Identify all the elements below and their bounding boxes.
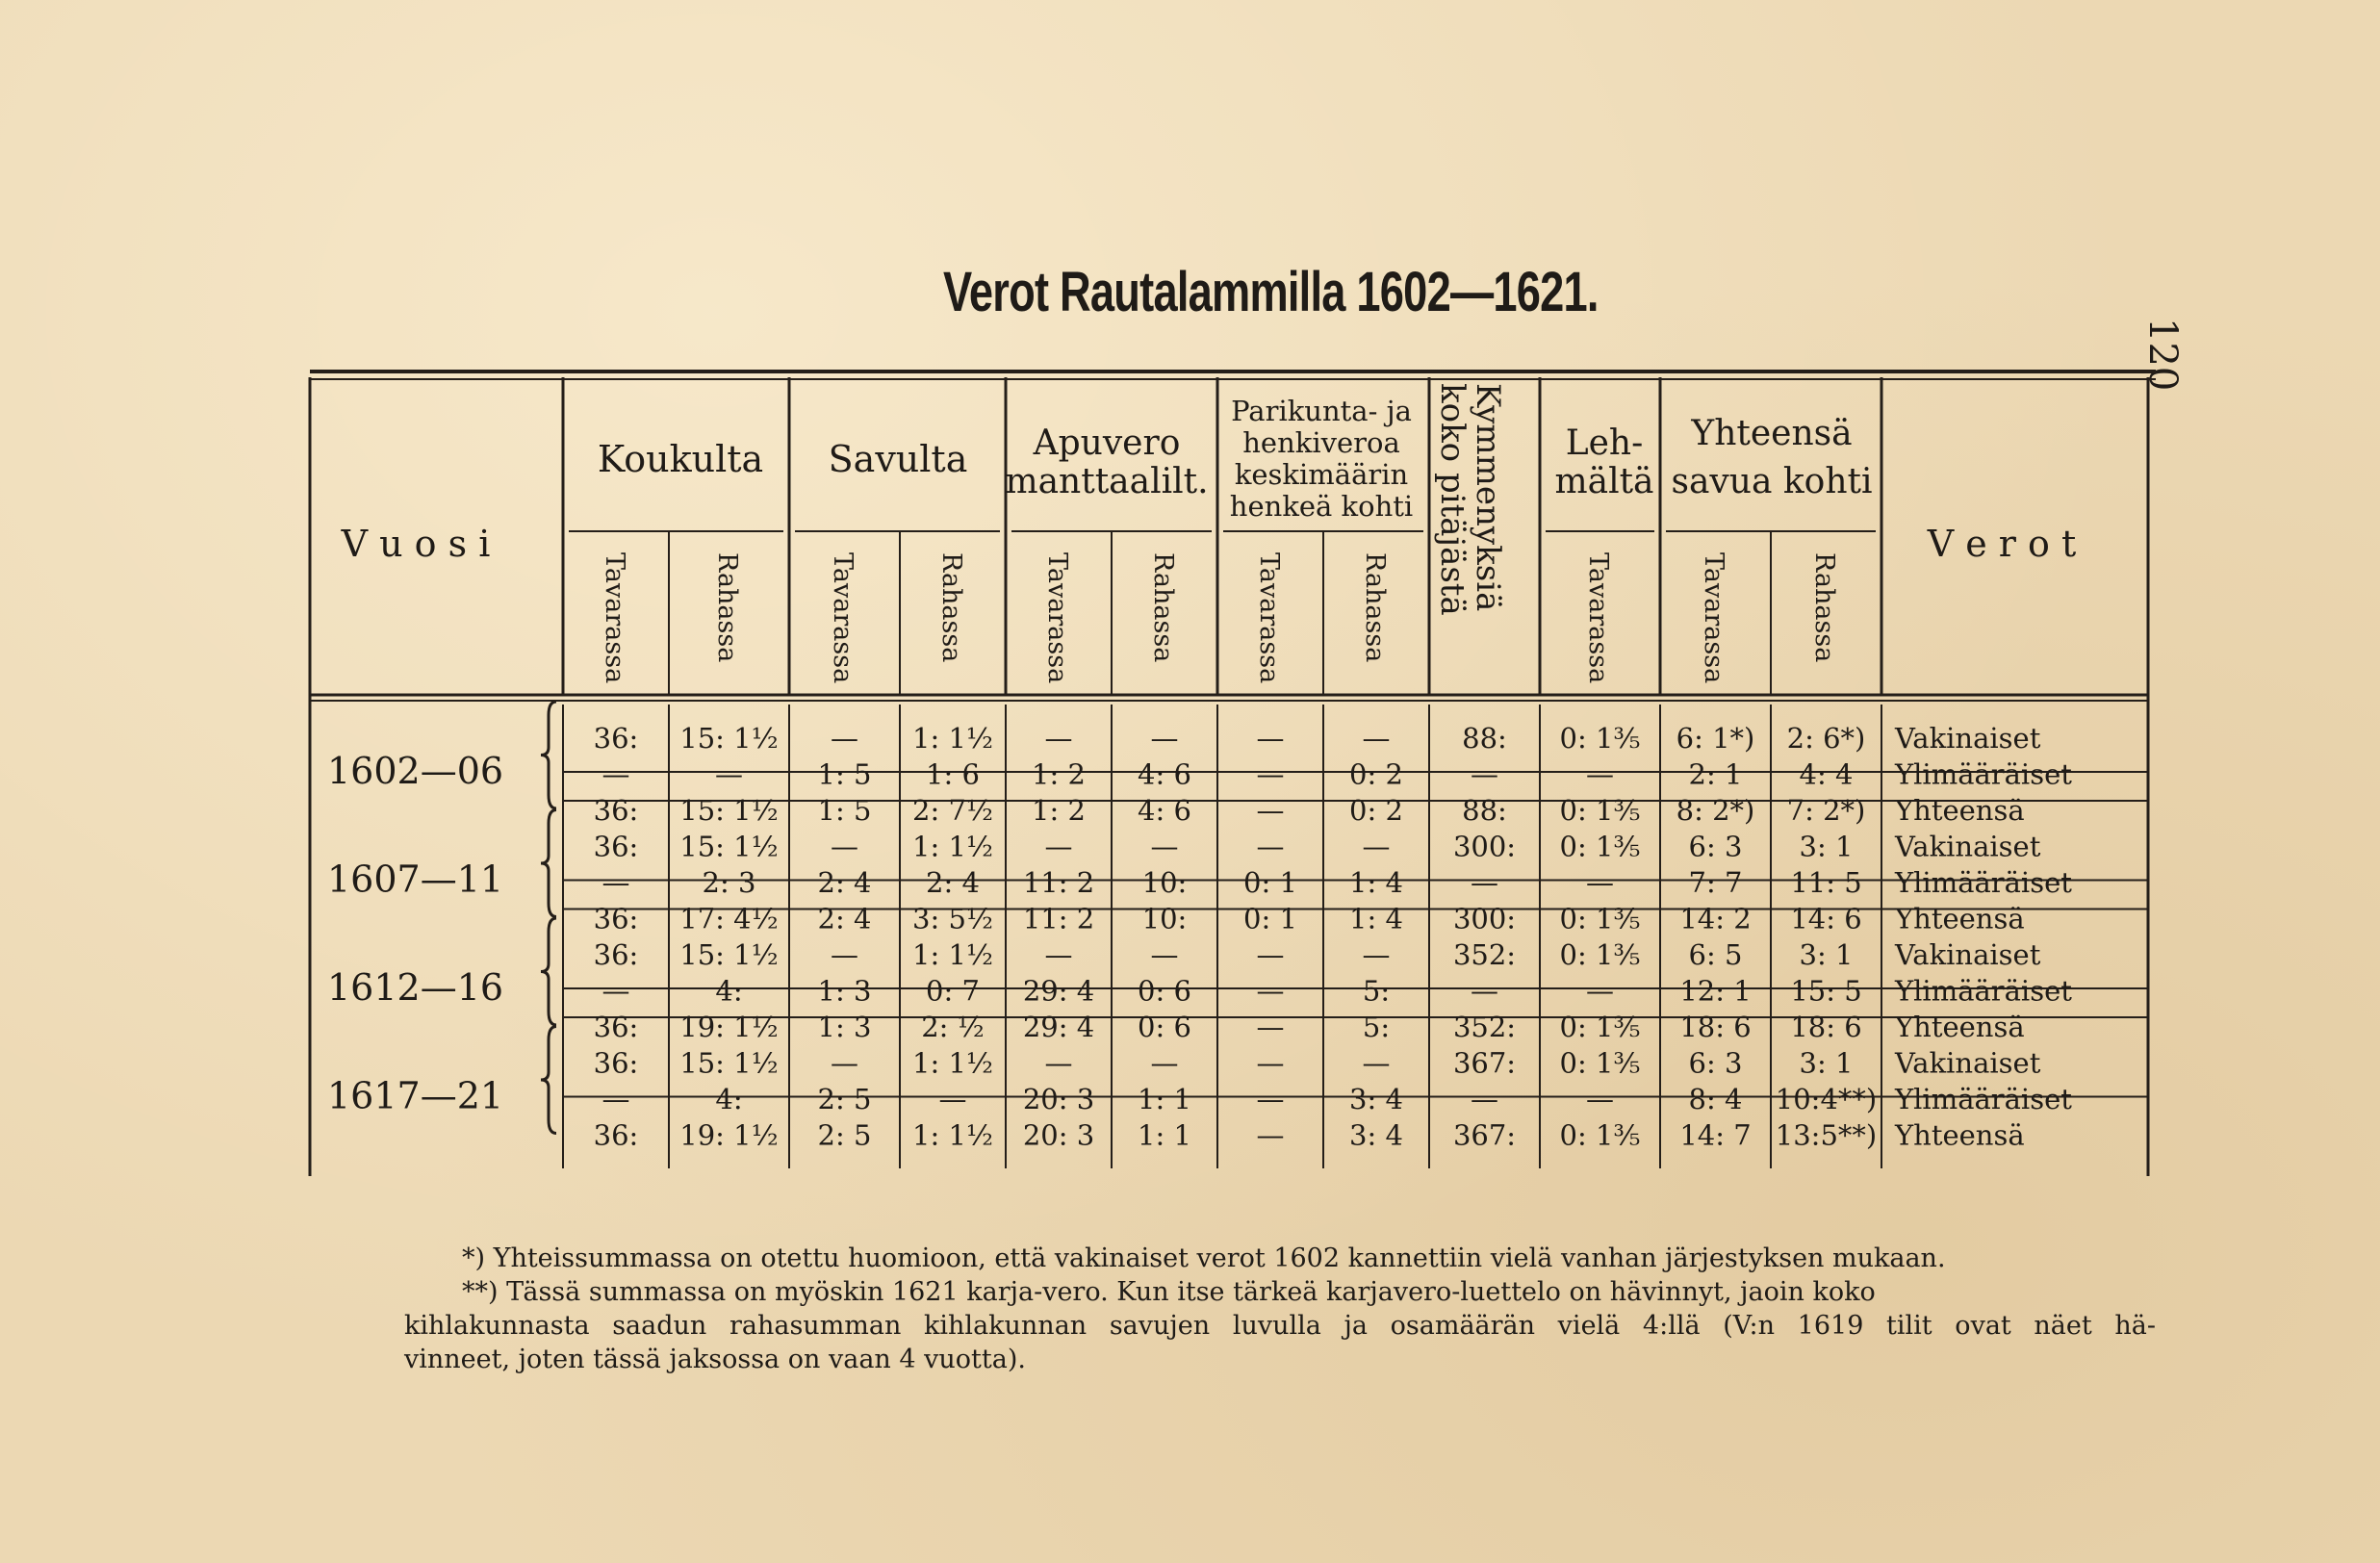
table-cell: 0: 1⅗ — [1559, 1046, 1641, 1080]
table-cell: 2: 5 — [817, 1083, 872, 1115]
table-cell: 14: 6 — [1790, 902, 1862, 935]
subheader-tavarassa: Tavarassa — [1042, 552, 1072, 684]
footnote-1: *) Yhteissummassa on otettu huomioon, että vakinaiset verot 1602 kannettiin vielä vanhan järjestyksen mukaan. — [462, 1243, 1946, 1273]
table-cell: — — [1256, 1046, 1285, 1080]
header-savulta: Savulta — [828, 438, 968, 480]
table-cell: 6: 1*) — [1676, 722, 1755, 755]
table-cell: 7: 2*) — [1786, 794, 1866, 827]
table-row — [594, 722, 2041, 755]
table-cell: 4: — [715, 974, 743, 1008]
year-label: 1617—21 — [327, 1074, 504, 1117]
table-cell: 36: — [593, 938, 639, 971]
table-cell: 0: 1 — [1243, 902, 1297, 935]
table-cell: 2: 3 — [702, 866, 756, 899]
table-cell: 15: 5 — [1790, 974, 1862, 1008]
table-cell: 1: 3 — [817, 974, 872, 1008]
table-cell: 0: 1⅗ — [1559, 794, 1641, 827]
table-cell: 15: 1½ — [679, 938, 779, 971]
table-cell: — — [1586, 757, 1614, 791]
subheader-tavarassa: Tavarassa — [1254, 552, 1284, 684]
table-row — [602, 1083, 2073, 1115]
table-cell: — — [1362, 830, 1391, 863]
table-row — [594, 938, 2041, 971]
table-cell: 19: 1½ — [679, 1011, 779, 1043]
table-cell: — — [601, 974, 630, 1008]
table-cell: — — [1044, 830, 1073, 863]
header-kymmenyksia-2: koko pitäjästä — [1433, 383, 1472, 616]
table-cell: 2: 5 — [817, 1118, 872, 1152]
table-cell: 1: 6 — [926, 757, 980, 791]
table-cell: 18: 6 — [1790, 1011, 1862, 1043]
page-number: 120 — [2140, 318, 2185, 392]
year-labels — [327, 702, 556, 1134]
year-brace — [541, 810, 556, 917]
subheader-rahassa: Rahassa — [1809, 552, 1839, 663]
table-cell: 0: 1⅗ — [1559, 830, 1641, 863]
table-row — [594, 1047, 2041, 1080]
table-cell: — — [1256, 757, 1285, 791]
table-row — [594, 903, 2025, 935]
table-cell: 1: 5 — [817, 794, 872, 827]
footnote-4: vinneet, joten tässä jaksossa on vaan 4 vuotta). — [404, 1345, 1026, 1374]
table-cell: 0: 1⅗ — [1559, 938, 1641, 971]
table-cell: 4: 6 — [1138, 794, 1191, 827]
table-cell: 7: 7 — [1688, 866, 1743, 899]
table-cell: — — [1044, 938, 1073, 971]
table-cell: — — [1471, 1083, 1498, 1115]
table-cell: 0: 7 — [926, 974, 980, 1008]
table-cell: 36: — [593, 722, 639, 755]
table-cell: — — [1150, 722, 1179, 755]
table-cell: — — [1362, 722, 1391, 755]
table-cell: 10: — [1141, 902, 1188, 935]
header-parikunta-4: henkeä kohti — [1229, 490, 1414, 523]
header-apuvero-2: manttaalilt. — [1005, 462, 1209, 501]
year-brace — [541, 918, 556, 1025]
table-cell: — — [715, 757, 743, 791]
table-cell: 2: 4 — [817, 866, 872, 899]
row-label: Vakinaiset — [1895, 938, 2041, 971]
table-cell: — — [1150, 1046, 1179, 1080]
table-cell: 11: 2 — [1022, 902, 1095, 935]
table-cell: 4: 6 — [1138, 757, 1191, 791]
table-cell: 0: 2 — [1349, 757, 1403, 791]
table-cell: 5: — [1362, 1011, 1391, 1043]
table-cell: 6: 3 — [1688, 830, 1743, 863]
table-cell: 8: 2*) — [1676, 794, 1755, 827]
table-cell: 1: 1½ — [912, 938, 993, 971]
table-cell: 352: — [1452, 1011, 1517, 1043]
table-cell: — — [1586, 974, 1614, 1008]
table-cell: — — [1586, 866, 1614, 899]
table-cell: 36: — [593, 830, 639, 863]
table-cell: 2: ½ — [921, 1011, 985, 1043]
table-cell: 352: — [1452, 938, 1517, 971]
table-cell: 1: 4 — [1349, 866, 1403, 899]
subheader-tavarassa: Tavarassa — [600, 552, 629, 684]
table-cell: 4: 4 — [1799, 757, 1854, 791]
table-body — [594, 722, 2073, 1152]
table-cell: 1: 1½ — [912, 1118, 993, 1152]
table-cell: — — [1471, 757, 1498, 791]
table-cell: 14: 2 — [1679, 902, 1752, 935]
subheader-rahassa: Rahassa — [712, 552, 742, 663]
table-cell: — — [1471, 866, 1498, 899]
table-row — [594, 794, 2025, 827]
footnote-2: **) Tässä summassa on myöskin 1621 karja-vero. Kun itse tärkeä karjavero-luettelo on hävinnyt, jaoin koko — [462, 1277, 1876, 1307]
table-cell: 36: — [593, 902, 639, 935]
row-label: Yhteensä — [1895, 902, 2025, 935]
table-cell: 3: 1 — [1799, 938, 1854, 971]
table-cell: 18: 6 — [1679, 1011, 1752, 1043]
table-cell: 1: 4 — [1349, 902, 1403, 935]
table-cell: 300: — [1452, 830, 1517, 863]
page-title: Verot Rautalammilla 1602—1621. — [943, 261, 1599, 323]
table-row — [602, 758, 2073, 791]
table-cell: 0: 1⅗ — [1559, 902, 1641, 935]
table-cell: 8: 4 — [1688, 1083, 1743, 1115]
table-cell: 1: 1½ — [912, 722, 993, 755]
row-label: Yhteensä — [1895, 794, 2025, 827]
table-cell: 4: — [715, 1083, 743, 1115]
table-cell: — — [1256, 830, 1285, 863]
sub-headers — [600, 552, 1839, 683]
table-cell: 88: — [1462, 794, 1507, 827]
table-cell: — — [1586, 1083, 1614, 1115]
table-row — [602, 975, 2073, 1008]
table-cell: — — [1362, 938, 1391, 971]
table-cell: — — [601, 757, 630, 791]
table-cell: 19: 1½ — [679, 1118, 779, 1152]
table-cell: 0: 1 — [1243, 866, 1297, 899]
table-row — [602, 866, 2073, 899]
table-cell: 2: 4 — [817, 902, 872, 935]
table-cell: — — [1044, 1046, 1073, 1080]
header-verot: V e r o t — [1927, 523, 2077, 565]
table-cell: 15: 1½ — [679, 1046, 779, 1080]
table-cell: — — [1256, 1118, 1285, 1152]
table-cell: 20: 3 — [1022, 1118, 1095, 1152]
header-parikunta-1: Parikunta- ja — [1231, 395, 1412, 427]
subheader-tavarassa: Tavarassa — [828, 552, 857, 684]
table-cell: — — [1044, 722, 1073, 755]
table-cell: 0: 1⅗ — [1559, 1011, 1641, 1043]
subheader-rahassa: Rahassa — [1360, 552, 1390, 663]
table-cell: 29: 4 — [1022, 1011, 1095, 1043]
table-cell: — — [601, 866, 630, 899]
header-parikunta-3: keskimäärin — [1234, 458, 1409, 491]
table-cell: — — [1256, 722, 1285, 755]
subheader-tavarassa: Tavarassa — [1583, 552, 1613, 684]
table-cell: 1: 1½ — [912, 830, 993, 863]
table-cell: 11: 5 — [1790, 866, 1862, 899]
table-cell: 2: 6*) — [1786, 722, 1866, 755]
table-row — [594, 1119, 2025, 1152]
table-cell: 10: — [1141, 866, 1188, 899]
table-cell: 2: 7½ — [912, 794, 993, 827]
table-cell: 0: 2 — [1349, 794, 1403, 827]
table-cell: 0: 1⅗ — [1559, 1118, 1641, 1152]
table-cell: 36: — [593, 794, 639, 827]
table-cell: 0: 6 — [1138, 1011, 1191, 1043]
table-cell: 367: — [1452, 1118, 1517, 1152]
table-cell: — — [1150, 938, 1179, 971]
header-yhteensa-1: Yhteensä — [1691, 414, 1853, 453]
table-cell: — — [1362, 1046, 1391, 1080]
table-cell: — — [1256, 1011, 1285, 1043]
year-brace — [541, 702, 556, 808]
footnotes — [404, 1242, 2156, 1376]
table-cell: 3: 5½ — [912, 902, 993, 935]
table-cell: 367: — [1452, 1046, 1517, 1080]
row-label: Vakinaiset — [1895, 1046, 2041, 1080]
table-cell: — — [1150, 830, 1179, 863]
row-label: Ylimääräiset — [1895, 1083, 2072, 1115]
table-cell: — — [601, 1083, 630, 1115]
table-cell: 11: 2 — [1022, 866, 1095, 899]
table-cell: — — [831, 830, 858, 863]
table-cell: 1: 2 — [1032, 757, 1086, 791]
header-yhteensa-2: savua kohti — [1671, 462, 1873, 501]
table-cell: 1: 1 — [1138, 1083, 1191, 1115]
table-cell: 20: 3 — [1022, 1083, 1095, 1115]
row-label: Yhteensä — [1895, 1118, 2025, 1152]
year-label: 1607—11 — [327, 858, 504, 901]
row-label: Yhteensä — [1895, 1011, 2025, 1043]
table-cell: 1: 5 — [817, 757, 872, 791]
table-cell: 29: 4 — [1022, 974, 1095, 1008]
table-cell: 10:4**) — [1775, 1083, 1878, 1115]
subheader-tavarassa: Tavarassa — [1699, 552, 1728, 684]
table-cell: 36: — [593, 1046, 639, 1080]
table-cell: 1: 3 — [817, 1011, 872, 1043]
table-cell: 6: 3 — [1688, 1046, 1743, 1080]
table-cell: 36: — [593, 1118, 639, 1152]
table-row — [594, 831, 2041, 863]
table-cell: 15: 1½ — [679, 794, 779, 827]
year-brace — [541, 1027, 556, 1134]
table-cell: 0: 6 — [1138, 974, 1191, 1008]
table-cell: 3: 1 — [1799, 1046, 1854, 1080]
table-row — [594, 1011, 2025, 1043]
header-lehmalta-1: Leh- — [1565, 423, 1644, 463]
table-cell: 1: 1 — [1138, 1118, 1191, 1152]
table-cell: 88: — [1462, 722, 1507, 755]
table-cell: 3: 4 — [1349, 1118, 1403, 1152]
row-label: Ylimääräiset — [1895, 757, 2072, 791]
year-label: 1612—16 — [327, 966, 504, 1009]
table-cell: 0: 1⅗ — [1559, 722, 1641, 755]
table-cell: — — [831, 938, 858, 971]
table-cell: 15: 1½ — [679, 830, 779, 863]
table-cell: 13:5**) — [1775, 1118, 1878, 1152]
table-cell: 300: — [1452, 902, 1517, 935]
row-label: Ylimääräiset — [1895, 974, 2072, 1008]
table-cell: 1: 2 — [1032, 794, 1086, 827]
subheader-rahassa: Rahassa — [1148, 552, 1178, 663]
header-koukulta: Koukulta — [597, 438, 764, 480]
table-cell: 1: 1½ — [912, 1046, 993, 1080]
table-cell: 12: 1 — [1679, 974, 1752, 1008]
header-vuosi: V u o s i — [341, 523, 491, 565]
year-label: 1602—06 — [327, 750, 504, 792]
table-cell: — — [1471, 974, 1498, 1008]
table-cell: 6: 5 — [1688, 938, 1743, 971]
header-parikunta-2: henkiveroa — [1242, 426, 1400, 459]
table-cell: 36: — [593, 1011, 639, 1043]
table-cell: — — [831, 722, 858, 755]
header-kymmenyksia-1: Kymmenyksiä — [1469, 383, 1507, 612]
table-cell: — — [1256, 794, 1285, 827]
table-cell: 2: 1 — [1688, 757, 1743, 791]
table-cell: 3: 1 — [1799, 830, 1854, 863]
footnote-3: kihlakunnasta saadun rahasumman kihlakunnan savujen luvulla ja osamäärän vielä 4:llä (V:n 1619 tilit ovat näet hä- — [404, 1311, 2156, 1341]
table-cell: — — [1256, 938, 1285, 971]
table-cell: — — [831, 1046, 858, 1080]
row-label: Ylimääräiset — [1895, 866, 2072, 899]
header-lehmalta-2: mältä — [1554, 462, 1654, 501]
table-cell: 17: 4½ — [679, 902, 779, 935]
subheader-rahassa: Rahassa — [936, 552, 966, 663]
table-cell: 5: — [1362, 974, 1391, 1008]
table-cell: 2: 4 — [926, 866, 980, 899]
header-apuvero-1: Apuvero — [1033, 423, 1181, 463]
table-cell: 3: 4 — [1349, 1083, 1403, 1115]
row-label: Vakinaiset — [1895, 722, 2041, 755]
row-label: Vakinaiset — [1895, 830, 2041, 863]
table-cell: 15: 1½ — [679, 722, 779, 755]
table-cell: — — [938, 1083, 967, 1115]
table-cell: — — [1256, 974, 1285, 1008]
table-cell: — — [1256, 1083, 1285, 1115]
table-cell: 14: 7 — [1679, 1118, 1752, 1152]
